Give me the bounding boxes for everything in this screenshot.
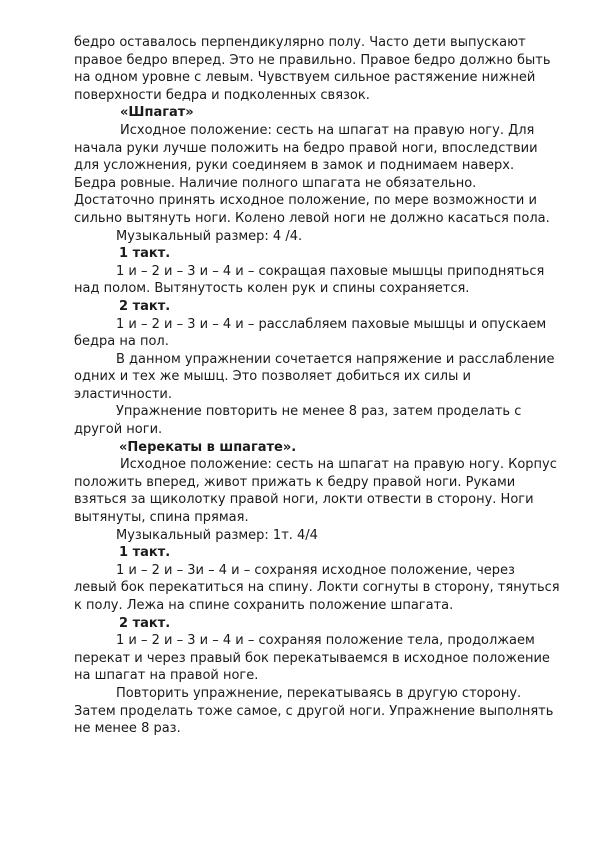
document-page xyxy=(74,34,560,738)
paragraph-musical-size: Музыкальный размер: 4 /4. xyxy=(116,228,303,244)
heading-shpagat: «Шпагат» xyxy=(120,105,194,121)
heading-rolls-in-split: «Перекаты в шпагате». xyxy=(119,439,297,455)
paragraph-rolls-musical-size: Музыкальный размер: 1т. 4/4 xyxy=(116,527,318,543)
paragraph-rolls-starting-position: Исходное положение: сесть на шпагат на правую ногу. Корпус положить вперед, живот прижать к бедру правой ноги. Руками взяться за щиколотку правой ноги, локти отвести в сторону. Ноги вытянуты, спина прямая. xyxy=(74,457,557,526)
beat-1-description: 1 и – 2 и – 3 и – 4 и – сокращая паховые мышцы приподняться над полом. Вытянутость колен рук и спины сохраняется. xyxy=(74,263,545,297)
paragraph-rolls-repeat: Повторить упражнение, перекатываясь в другую сторону. Затем проделать тоже самое, с другой ноги. Упражнение выполнять не менее 8 раз. xyxy=(74,685,554,737)
rolls-beat-2-label: 2 такт. xyxy=(119,615,171,631)
paragraph-repeat: Упражнение повторить не менее 8 раз, затем проделать с другой ноги. xyxy=(74,404,522,438)
rolls-beat-2-description: 1 и – 2 и – 3 и – 4 и – сохраняя положение тела, продолжаем перекат и через правый бок перекатываемся в исходное положение на шпагат на правой ноге. xyxy=(74,633,550,684)
beat-2-description: 1 и – 2 и – 3 и – 4 и – расслабляем паховые мышцы и опускаем бедра на пол. xyxy=(74,316,547,350)
beat-1-label: 1 такт. xyxy=(119,246,171,262)
rolls-beat-1-label: 1 такт. xyxy=(119,545,171,561)
rolls-beat-1-description: 1 и – 2 и – 3и – 4 и – сохраняя исходное положение, через левый бок перекатиться на спину. Локти согнуты в сторону, тянуться к полу. Лежа на спине сохранить положение шпагата. xyxy=(74,562,560,613)
beat-2-label: 2 такт. xyxy=(119,298,171,314)
paragraph-tension-relaxation: В данном упражнении сочетается напряжение и расслабление одних и тех же мышц. Это позволяет добиться их силы и эластичности. xyxy=(74,351,555,402)
paragraph-hip-position: бедро оставалось перпендикулярно полу. Часто дети выпускают правое бедро вперед. Это не правильно. Правое бедро должно быть на одном уровне с левым. Чувствуем сильное растяжение нижней поверхности бедра и подколенных связок. xyxy=(74,35,551,103)
paragraph-starting-position: Исходное положение: сесть на шпагат на правую ногу. Для начала руки лучше положить на бедро правой ноги, впоследствии для усложнения, руки соединяем в замок и поднимаем наверх. Бедра ровные. Наличие полного шпагата не обязательно. Достаточно принять исходное положение, по мере возможности и сильно вытянуть ноги. Колено левой ноги не должно касаться пола. xyxy=(74,122,550,226)
